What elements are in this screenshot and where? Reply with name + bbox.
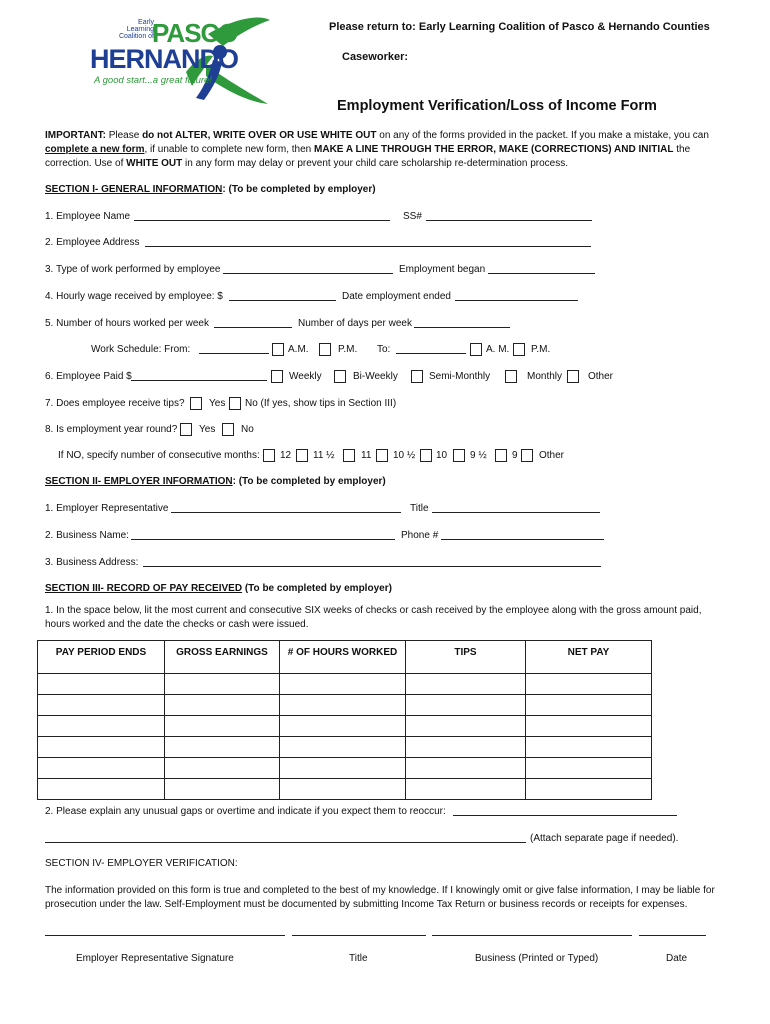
table-row	[38, 674, 652, 695]
col-tips: TIPS	[406, 641, 526, 674]
phone-label: Phone #	[401, 530, 439, 541]
table-cell[interactable]	[38, 737, 165, 758]
employer-title-field[interactable]	[432, 512, 600, 513]
tips-yes-checkbox[interactable]	[190, 397, 202, 410]
work-type-field[interactable]	[223, 273, 393, 274]
section3-heading-suffix: (To be completed by employer)	[242, 583, 392, 594]
months-9half-checkbox[interactable]	[453, 449, 465, 462]
sig-date-label: Date	[666, 953, 688, 964]
verification-text-1: The information provided on this form is true and completed to the best of my knowledge. If I knowingly omit or give false information, I may be liable for	[45, 885, 715, 896]
table-cell[interactable]	[280, 674, 406, 695]
important-text: Please	[108, 130, 140, 141]
important-label: IMPORTANT:	[45, 130, 106, 141]
tips-question: 7. Does employee receive tips?	[45, 398, 185, 409]
logo-pasco: PASCO	[152, 18, 238, 48]
year-round-yes-label: Yes	[199, 424, 216, 435]
table-row	[38, 779, 652, 800]
table-cell[interactable]	[406, 695, 526, 716]
table-cell[interactable]	[280, 758, 406, 779]
table-cell[interactable]	[165, 737, 280, 758]
table-cell[interactable]	[165, 695, 280, 716]
sig-title-field[interactable]	[292, 935, 426, 936]
return-to-text: Please return to: Early Learning Coalition of Pasco & Hernando Counties	[329, 21, 710, 33]
section3-heading	[45, 583, 392, 594]
employer-rep-field[interactable]	[171, 512, 401, 513]
section2-heading-text: SECTION II- EMPLOYER INFORMATION	[45, 476, 233, 487]
schedule-from-label: Work Schedule: From:	[91, 344, 191, 355]
gaps-field-2[interactable]	[45, 842, 526, 843]
table-cell[interactable]	[526, 737, 652, 758]
logo-line-coalition: Coalition of	[118, 33, 154, 40]
weekly-label: Weekly	[289, 371, 322, 382]
table-cell[interactable]	[165, 716, 280, 737]
table-row	[38, 695, 652, 716]
sig-title-label: Title	[349, 953, 368, 964]
work-type-label: 3. Type of work performed by employee	[45, 264, 221, 275]
biweekly-label: Bi-Weekly	[353, 371, 398, 382]
important-line-3	[45, 158, 568, 169]
employee-paid-field[interactable]	[131, 380, 267, 381]
sig-date-field[interactable]	[639, 935, 706, 936]
hourly-wage-field[interactable]	[229, 300, 336, 301]
section1-heading-text: SECTION I- GENERAL INFORMATION	[45, 184, 223, 195]
table-cell[interactable]	[406, 674, 526, 695]
schedule-to-label: To:	[377, 344, 391, 355]
important-text: in any form may delay or prevent your child care scholarship re-determination process.	[185, 158, 568, 169]
employer-rep-label: 1. Employer Representative	[45, 503, 169, 514]
signature-label: Employer Representative Signature	[76, 953, 234, 964]
section3-instruction-2: hours worked and the date the checks or cash were issued.	[45, 619, 309, 630]
section4-heading: SECTION IV- EMPLOYER VERIFICATION:	[45, 858, 238, 869]
am-label: A.M.	[288, 344, 309, 355]
business-name-field[interactable]	[131, 539, 395, 540]
important-text: the	[676, 144, 691, 155]
schedule-to-pm-checkbox[interactable]	[513, 343, 525, 356]
elc-logo	[88, 14, 273, 106]
phone-field[interactable]	[441, 539, 604, 540]
logo-hernando: HERNANDO	[90, 44, 239, 74]
am2-label: A. M.	[486, 344, 510, 355]
table-cell[interactable]	[38, 716, 165, 737]
sig-business-field[interactable]	[432, 935, 632, 936]
months-11half-label: 11 ½	[313, 450, 335, 461]
table-cell[interactable]	[165, 779, 280, 800]
months-10-checkbox[interactable]	[420, 449, 432, 462]
date-ended-field[interactable]	[455, 300, 578, 301]
table-cell[interactable]	[38, 695, 165, 716]
signature-field[interactable]	[45, 935, 285, 936]
pm2-label: P.M.	[531, 344, 551, 355]
business-name-label: 2. Business Name:	[45, 530, 129, 541]
biweekly-checkbox[interactable]	[334, 370, 346, 383]
logo-line-learning: Learning	[126, 26, 154, 33]
section2-heading	[45, 476, 386, 487]
table-cell[interactable]	[38, 674, 165, 695]
schedule-from-am-checkbox[interactable]	[272, 343, 284, 356]
important-text: correction. Use of	[45, 158, 124, 169]
employee-address-label: 2. Employee Address	[45, 237, 140, 248]
employment-began-field[interactable]	[488, 273, 595, 274]
logo-tagline: A good start...a great future!	[94, 75, 212, 86]
table-cell[interactable]	[165, 758, 280, 779]
table-cell[interactable]	[526, 695, 652, 716]
table-row	[38, 716, 652, 737]
table-cell[interactable]	[406, 737, 526, 758]
form-title: Employment Verification/Loss of Income Form	[337, 98, 657, 114]
important-bold: WHITE OUT	[126, 158, 183, 169]
section2-heading-suffix: : (To be completed by employer)	[232, 476, 386, 487]
tips-no-label: No (If yes, show tips in Section III)	[245, 398, 397, 409]
hours-week-label: 5. Number of hours worked per week	[45, 318, 209, 329]
pm-label: P.M.	[338, 344, 358, 355]
date-ended-label: Date employment ended	[342, 291, 451, 302]
year-round-yes-checkbox[interactable]	[180, 423, 192, 436]
days-week-label: Number of days per week	[298, 318, 412, 329]
gaps-question: 2. Please explain any unusual gaps or overtime and indicate if you expect them to reoccur:	[45, 806, 446, 817]
table-cell[interactable]	[280, 716, 406, 737]
months-10-label: 10	[436, 450, 448, 461]
weekly-checkbox[interactable]	[271, 370, 283, 383]
section3-instruction-1: 1. In the space below, lit the most current and consecutive SIX weeks of checks or cash received by the employee along with the gross amount paid,	[45, 605, 702, 616]
year-round-question: 8. Is employment year round?	[45, 424, 178, 435]
employer-title-label: Title	[410, 503, 429, 514]
monthly-label: Monthly	[527, 371, 563, 382]
caseworker-label: Caseworker:	[342, 51, 409, 63]
logo-line-early: Early	[138, 19, 154, 26]
table-row	[38, 758, 652, 779]
table-row	[38, 737, 652, 758]
section3-heading-text: SECTION III- RECORD OF PAY RECEIVED	[45, 583, 243, 594]
employee-paid-label: 6. Employee Paid $	[45, 371, 132, 382]
important-bold: do not ALTER, WRITE OVER OR USE WHITE OUT	[142, 130, 377, 141]
section1-heading-suffix: : (To be completed by employer)	[222, 184, 376, 195]
employment-began-label: Employment began	[399, 264, 486, 275]
hours-week-field[interactable]	[214, 327, 292, 328]
table-cell[interactable]	[280, 695, 406, 716]
employee-name-label: 1. Employee Name	[45, 211, 131, 222]
other-pay-checkbox[interactable]	[567, 370, 579, 383]
important-line-2	[45, 144, 690, 155]
important-underline: complete a new form	[45, 144, 145, 155]
pay-record-table	[37, 640, 652, 800]
table-cell[interactable]	[526, 758, 652, 779]
employee-address-field[interactable]	[145, 246, 591, 247]
table-cell[interactable]	[165, 674, 280, 695]
col-gross-earnings: GROSS EARNINGS	[165, 641, 280, 674]
table-cell[interactable]	[526, 716, 652, 737]
other-pay-label: Other	[588, 371, 614, 382]
months-12-label: 12	[280, 450, 292, 461]
col-net-pay: NET PAY	[526, 641, 652, 674]
important-bold: MAKE A LINE THROUGH THE ERROR, MAKE (CORRECTIONS) AND INITIAL	[314, 144, 674, 155]
months-other-label: Other	[539, 450, 565, 461]
employee-name-field[interactable]	[134, 220, 390, 221]
col-hours-worked: # OF HOURS WORKED	[280, 641, 406, 674]
semimonthly-checkbox[interactable]	[411, 370, 423, 383]
year-round-no-label: No	[241, 424, 254, 435]
table-cell[interactable]	[280, 779, 406, 800]
table-cell[interactable]	[526, 674, 652, 695]
sig-business-label: Business (Printed or Typed)	[475, 953, 599, 964]
table-cell[interactable]	[406, 716, 526, 737]
pay-table-header-row	[38, 641, 652, 674]
table-cell[interactable]	[280, 737, 406, 758]
months-question: If NO, specify number of consecutive months:	[58, 450, 260, 461]
schedule-from-pm-checkbox[interactable]	[319, 343, 331, 356]
months-11-label: 11	[361, 450, 372, 461]
schedule-to-field[interactable]	[396, 353, 466, 354]
months-9half-label: 9 ½	[470, 450, 487, 461]
table-cell[interactable]	[406, 758, 526, 779]
section1-heading	[45, 184, 376, 195]
table-cell[interactable]	[526, 779, 652, 800]
tips-yes-label: Yes	[209, 398, 226, 409]
hourly-wage-label: 4. Hourly wage received by employee: $	[45, 291, 223, 302]
schedule-to-am-checkbox[interactable]	[470, 343, 482, 356]
ssn-label: SS#	[403, 211, 422, 222]
verification-text-2: prosecution under the law. Self-Employment must be documented by submitting Income Tax Return or business records or receipts for expenses.	[45, 899, 688, 910]
tips-no-checkbox[interactable]	[229, 397, 241, 410]
business-address-field[interactable]	[143, 566, 601, 567]
year-round-no-checkbox[interactable]	[222, 423, 234, 436]
months-9-checkbox[interactable]	[495, 449, 507, 462]
months-9-label: 9	[512, 450, 518, 461]
monthly-checkbox[interactable]	[505, 370, 517, 383]
table-cell[interactable]	[38, 758, 165, 779]
months-10half-label: 10 ½	[393, 450, 416, 461]
ssn-field[interactable]	[426, 220, 592, 221]
months-10half-checkbox[interactable]	[376, 449, 388, 462]
gaps-field[interactable]	[453, 815, 677, 816]
months-11-checkbox[interactable]	[343, 449, 355, 462]
table-cell[interactable]	[406, 779, 526, 800]
important-text: , if unable to complete new form, then	[144, 144, 312, 155]
months-12-checkbox[interactable]	[263, 449, 275, 462]
important-line-1	[45, 130, 709, 141]
business-address-label: 3. Business Address:	[45, 557, 139, 568]
months-other-checkbox[interactable]	[521, 449, 533, 462]
attach-note: (Attach separate page if needed).	[530, 833, 679, 844]
semimonthly-label: Semi-Monthly	[429, 371, 491, 382]
days-week-field[interactable]	[414, 327, 510, 328]
table-cell[interactable]	[38, 779, 165, 800]
schedule-from-field[interactable]	[199, 353, 269, 354]
col-pay-period-ends: PAY PERIOD ENDS	[38, 641, 165, 674]
months-11half-checkbox[interactable]	[296, 449, 308, 462]
important-text: on any of the forms provided in the packet. If you make a mistake, you can	[379, 130, 709, 141]
